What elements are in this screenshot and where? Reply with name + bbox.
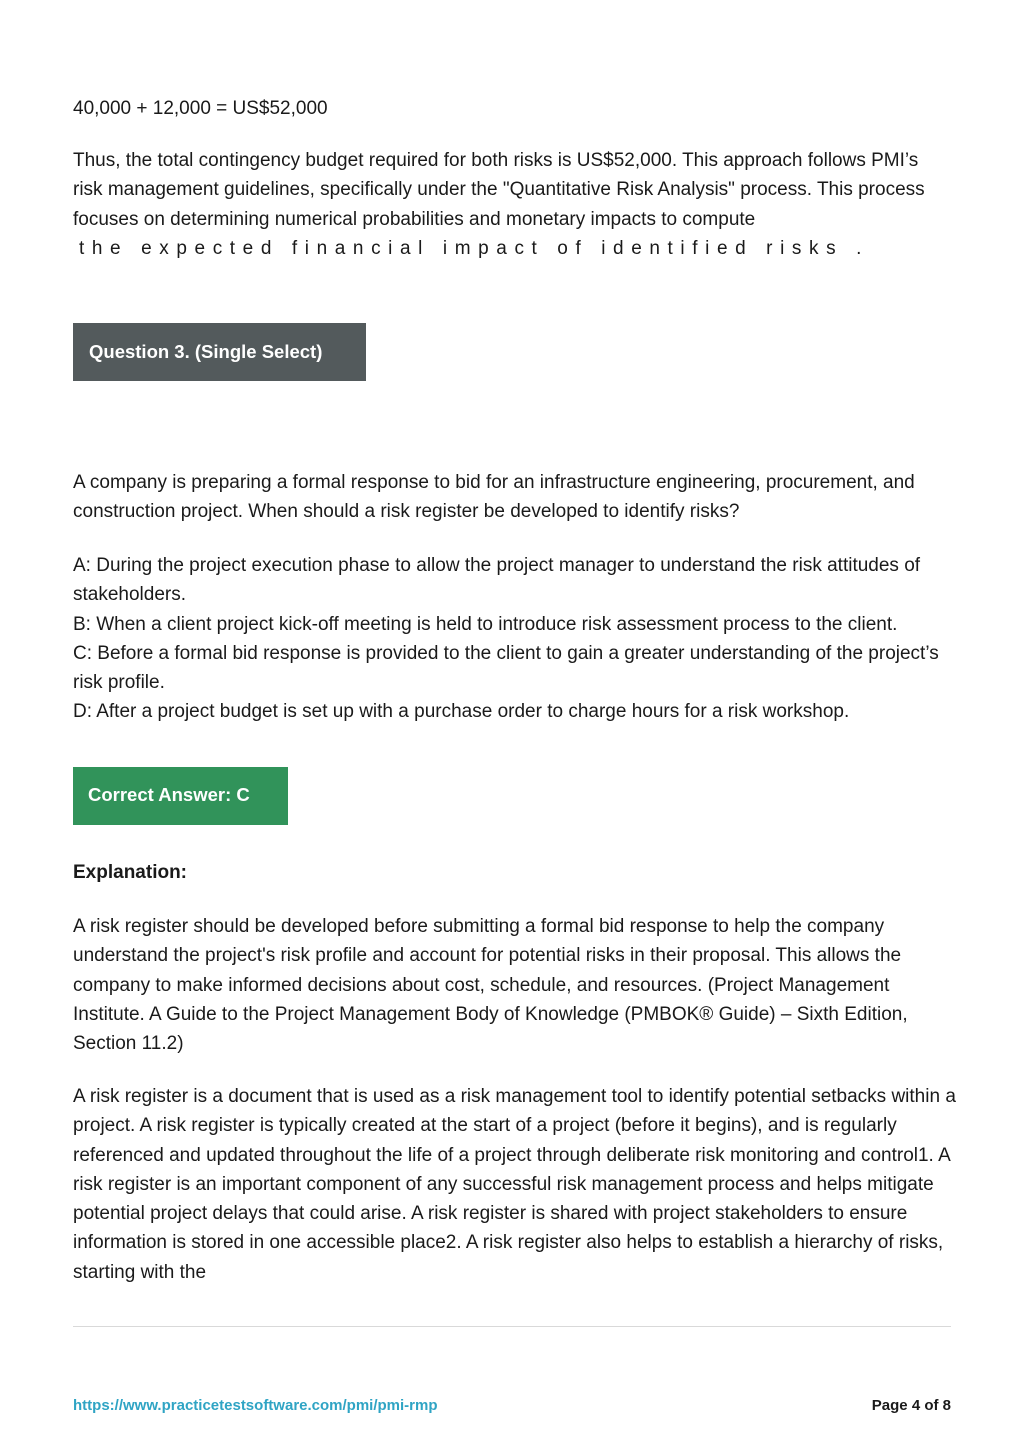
question-text: A company is preparing a formal response to bid for an infrastructure engineering, procurement, and construction project. When should a risk register be developed to identify risks? (73, 472, 915, 523)
correct-answer-badge: Correct Answer: C (73, 767, 288, 825)
equation-line: 40,000 + 12,000 = US$52,000 (73, 98, 328, 119)
explanation-heading: Explanation: (73, 862, 188, 883)
option-a: A: During the project execution phase to allow the project manager to understand the risk attitudes of stakeholders. (73, 555, 921, 606)
conclusion-paragraph (73, 146, 953, 263)
option-d: D: After a project budget is set up with a purchase order to charge hours for a risk workshop. (73, 701, 850, 723)
footer-url-link[interactable]: https://www.practicetestsoftware.com/pmi/pmi-rmp (73, 1397, 438, 1414)
option-b: B: When a client project kick-off meeting is held to introduce risk assessment process to the client. (73, 613, 898, 635)
footer-divider (73, 1326, 951, 1327)
page-number: Page 4 of 8 (871, 1397, 951, 1414)
explanation-paragraph-1: A risk register should be developed before submitting a formal bid response to help the company understand the project's risk profile and account for potential risks in their proposal. This allows the company to make informed decisions about cost, schedule, and resources. (Project Management Institute. A Guide to the Project Management Body of Knowledge (PMBOK® Guide) – Sixth Edition, Section 11.2) (73, 916, 908, 1055)
explanation-paragraph-2: A risk register is a document that is used as a risk management tool to identify potential setbacks within a project. A risk register is typically created at the start of a project (before it begins), and is regularly referenced and updated throughout the life of a project through deliberate risk monitoring and control1. A risk register is an important component of any successful risk management process and helps mitigate potential project delays that could arise. A risk register is shared with project stakeholders to ensure information is stored in one accessible place2. A risk register also helps to establish a hierarchy of risks, starting with the (73, 1086, 956, 1283)
conclusion-text: Thus, the total contingency budget required for both risks is US$52,000. This approach follows PMI’s risk management guidelines, specifically under the "Quantitative Risk Analysis" process. This process focuses on determining numerical probabilities and monetary impacts to compute (73, 150, 925, 230)
conclusion-tail: the expected financial impact of identified risks . (79, 237, 869, 259)
option-c: C: Before a formal bid response is provided to the client to gain a greater understanding of the project’s risk profile. (73, 642, 939, 694)
answer-options (73, 551, 953, 727)
question-badge: Question 3. (Single Select) (73, 323, 366, 381)
